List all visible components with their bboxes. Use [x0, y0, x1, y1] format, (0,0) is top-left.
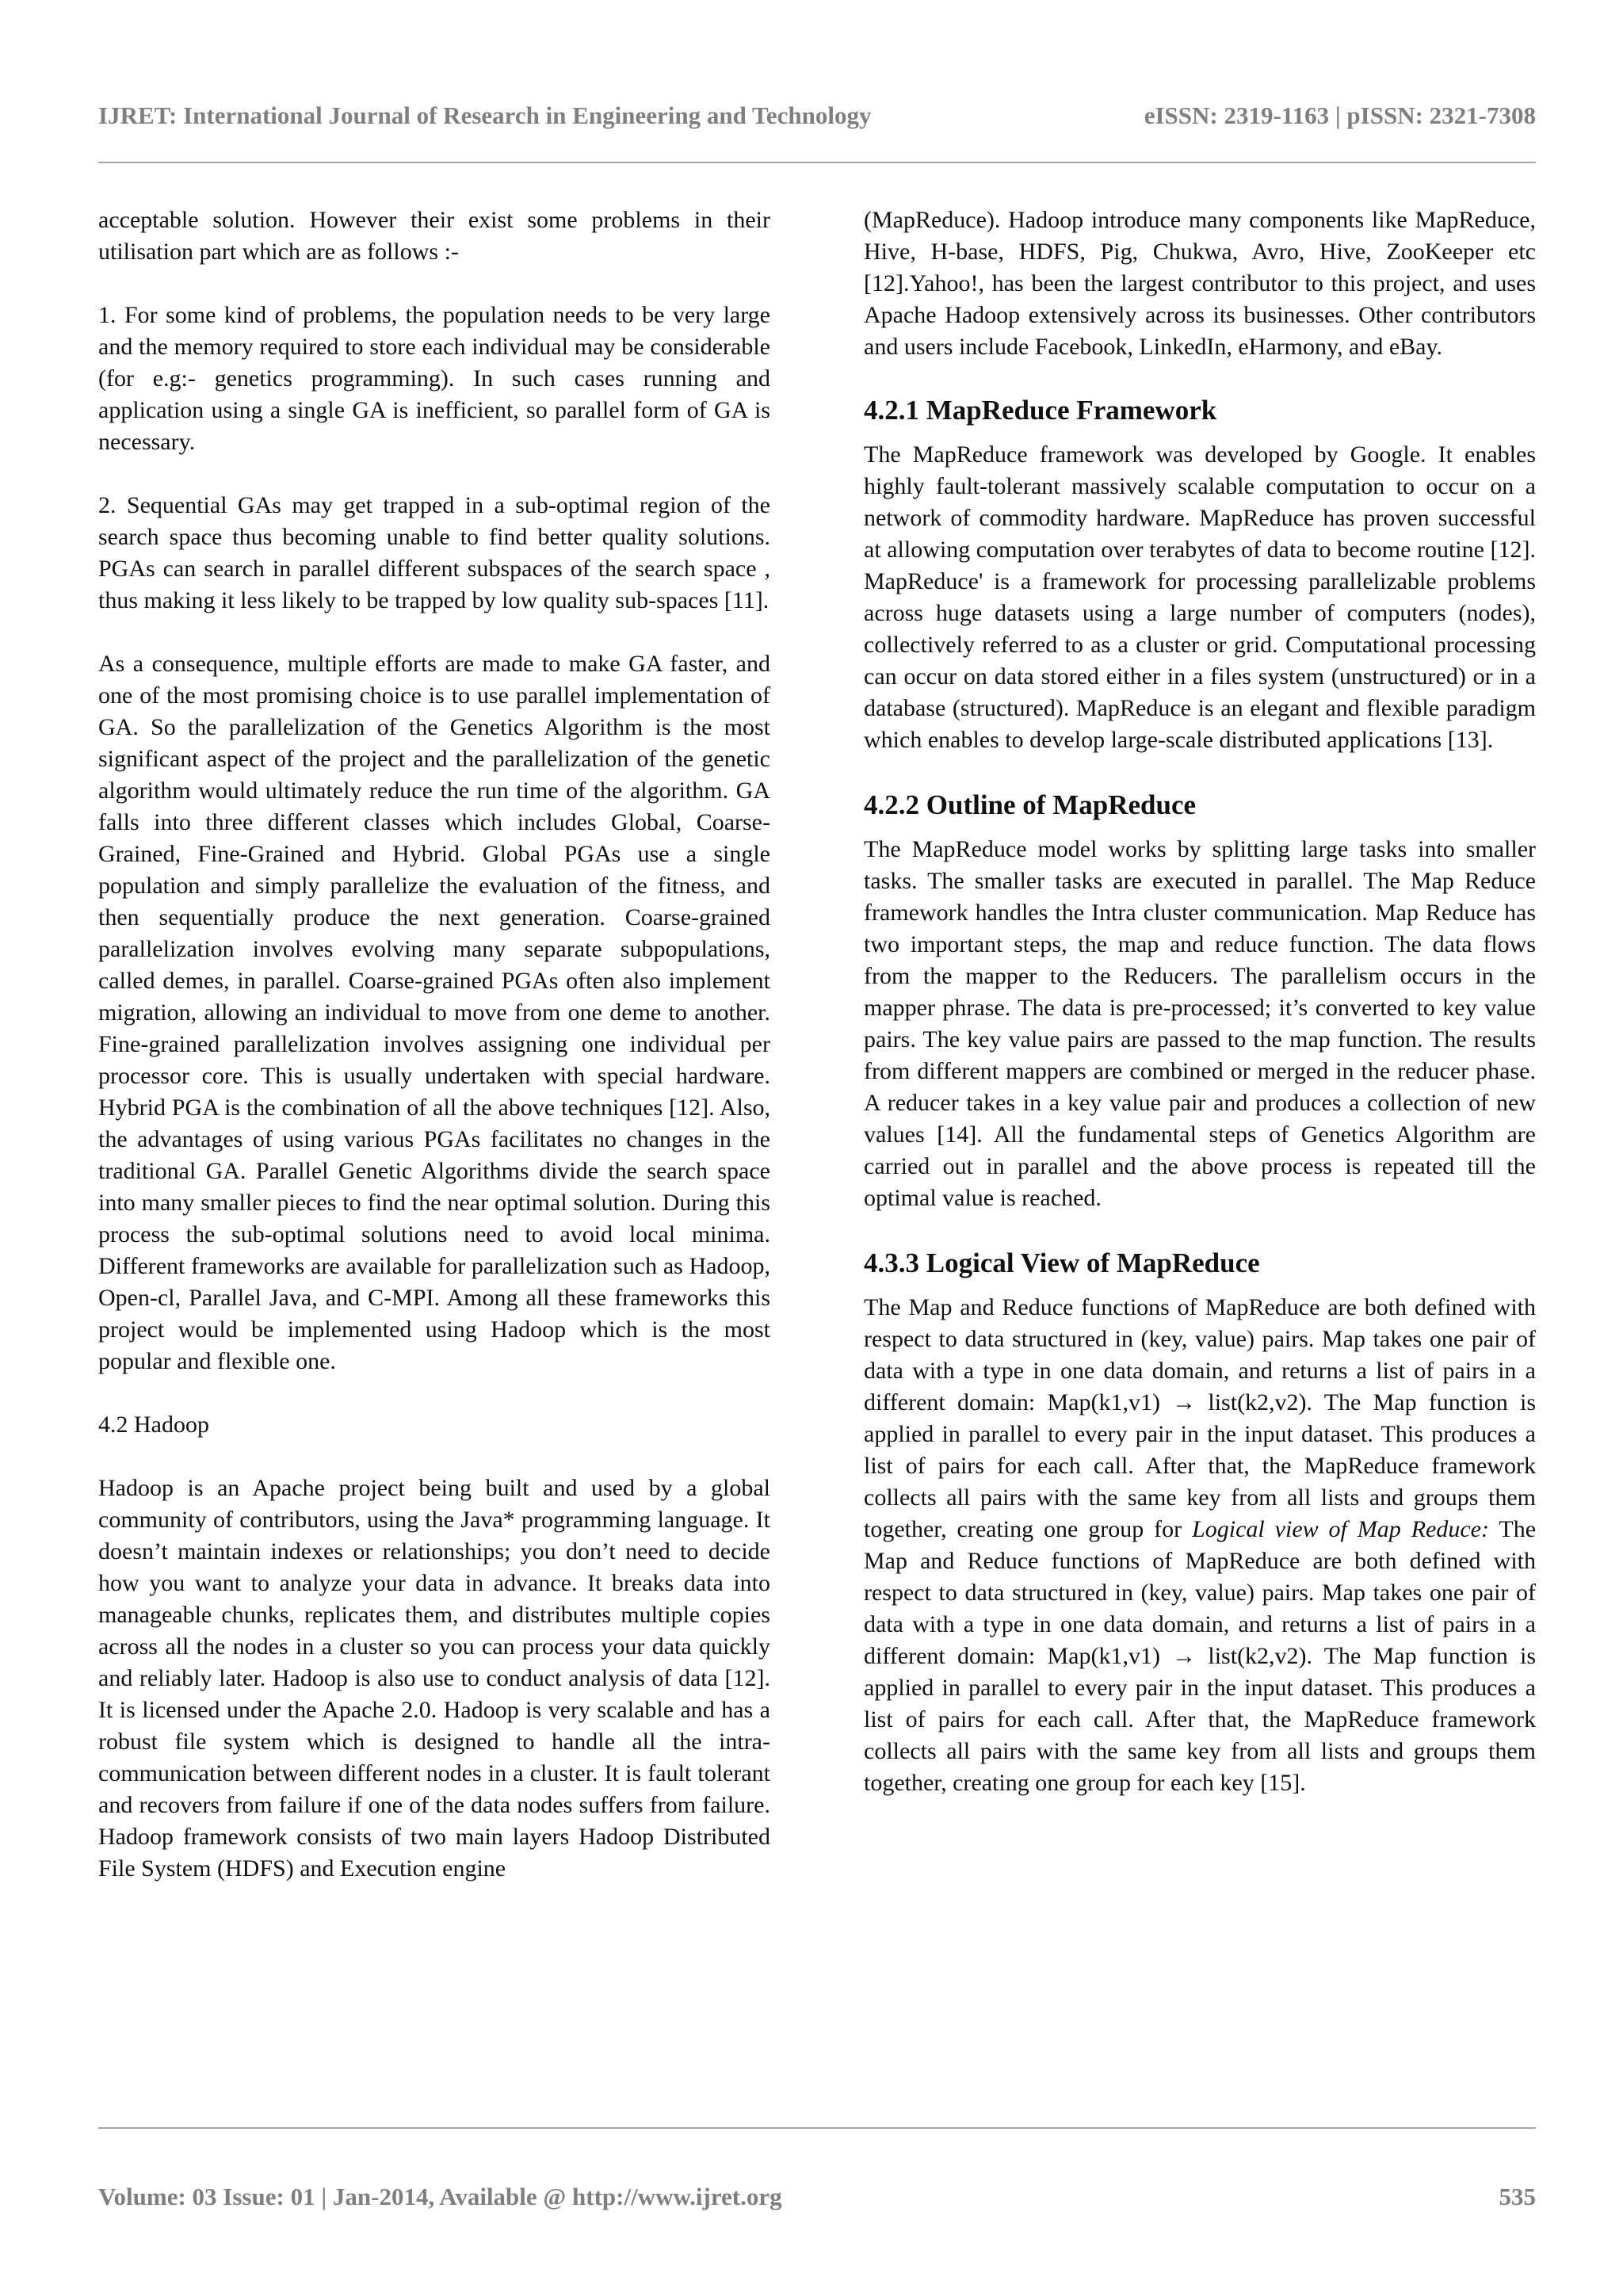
running-header [98, 100, 1536, 132]
journal-title: IJRET: International Journal of Research in Engineering and Technology [98, 101, 872, 129]
header-divider [98, 162, 1536, 163]
paragraph-problems-intro: acceptable solution. However their exist some problems in their utilisation part which are as follows :- [98, 207, 770, 265]
paragraph-hadoop-continued: (MapReduce). Hadoop introduce many components like MapReduce, Hive, H-base, HDFS, Pig, Chukwa, Avro, Hive, ZooKeeper etc [12].Yahoo!, has been the largest contributor to this project, and uses Apache Hadoop extensively across its businesses. Other contributors and users include Facebook, LinkedIn, eHarmony, and eBay. [864, 207, 1536, 360]
paragraph-outline-mapreduce: The MapReduce model works by splitting large tasks into smaller tasks. The smaller tasks are executed in parallel. The Map Reduce framework handles the Intra cluster communication. Map Reduce has two important steps, the map and reduce function. The data flows from the mapper to the Reducers. The parallelism occurs in the mapper phrase. The data is pre-processed; it’s converted to key value pairs. The key value pairs are passed to the map function. The results from different mappers are combined or merged in the reducer phase. A reducer takes in a key value pair and produces a collection of new values [14]. All the fundamental steps of Genetics Algorithm are carried out in parallel and the above process is repeated till the optimal value is reached. [864, 836, 1536, 1211]
section-heading-hadoop: 4.2 Hadoop [98, 1412, 209, 1438]
section-heading-mapreduce-framework: 4.2.1 MapReduce Framework [864, 395, 1217, 426]
paragraph-mapreduce-framework: The MapReduce framework was developed by Google. It enables highly fault-tolerant massively scalable computation to occur on a network of commodity hardware. MapReduce has proven successful at allowing computation over terabytes of data to become routine [12]. MapReduce' is a framework for processing parallelizable problems across huge datasets using a large number of computers (nodes), collectively referred to as a cluster or grid. Computational processing can occur on data stored either in a files system (unstructured) or in a database (structured). MapReduce is an elegant and flexible paradigm which enables to develop large-scale distributed applications [13]. [864, 441, 1536, 753]
paragraph-problem-1: 1. For some kind of problems, the population needs to be very large and the memory required to store each individual may be considerable (for e.g:- genetics programming). In such cases running and application using a single GA is inefficient, so parallel form of GA is necessary. [98, 302, 770, 455]
paragraph-problem-2: 2. Sequential GAs may get trapped in a sub-optimal region of the search space thus becoming unable to find better quality solutions. PGAs can search in parallel different subspaces of the search space , thus making it less likely to be trapped by low quality sub-spaces [11]. [98, 492, 770, 613]
paragraph-parallel-ga: As a consequence, multiple efforts are made to make GA faster, and one of the most promising choice is to use parallel implementation of GA. So the parallelization of the Genetics Algorithm is the most significant aspect of the project and the parallelization of the genetic algorithm would ultimately reduce the run time of the algorithm. GA falls into three different classes which includes Global, Coarse-Grained, Fine-Grained and Hybrid. Global PGAs use a single population and simply parallelize the evaluation of the fitness, and then sequentially produce the next generation. Coarse-grained parallelization involves evolving many separate subpopulations, called demes, in parallel. Coarse-grained PGAs often also implement migration, allowing an individual to move from one deme to another. Fine-grained parallelization involves assigning one individual per processor core. This is usually undertaken with special hardware. Hybrid PGA is the combination of all the above techniques [12]. Also, the advantages of using various PGAs facilitates no changes in the traditional GA. Parallel Genetic Algorithms divide the search space into many smaller pieces to find the near optimal solution. During this process the sub-optimal solutions need to avoid local minima. Different frameworks are available for parallelization such as Hadoop, Open-cl, Parallel Java, and C-MPI. Among all these frameworks this project would be implemented using Hadoop which is the most popular and flexible one. [98, 651, 770, 1374]
issn-info: eISSN: 2319-1163 | pISSN: 2321-7308 [1144, 101, 1536, 129]
footer-divider [98, 2127, 1536, 2129]
right-column [864, 204, 1536, 1799]
section-heading-logical-view: 4.3.3 Logical View of MapReduce [864, 1247, 1260, 1278]
logical-view-text-a: The Map and Reduce functions of MapReduce are both defined with respect to data structured in (key, value) pairs. Map takes one pair of data with a type in one data domain, and returns a list of pairs in a different domain: Map(k1,v1) → list(k2,v2). The Map function is applied in parallel to every pair in the input dataset. This produces a list of pairs for each call. After that, the MapReduce framework collects all pairs with the same key from all lists and groups them together, creating one group for [864, 1294, 1536, 1542]
volume-info: Volume: 03 Issue: 01 | Jan-2014, Available @ http://www.ijret.org [98, 2183, 782, 2210]
logical-view-italic: Logical view of Map Reduce: [1192, 1516, 1489, 1542]
section-heading-outline-mapreduce: 4.2.2 Outline of MapReduce [864, 789, 1197, 820]
paragraph-hadoop: Hadoop is an Apache project being built and used by a global community of contributors, using the Java* programming language. It doesn’t maintain indexes or relationships; you don’t need to decide how you want to analyze your data in advance. It breaks data into manageable chunks, replicates them, and distributes multiple copies across all the nodes in a cluster so you can process your data quickly and reliably later. Hadoop is also use to conduct analysis of data [12]. It is licensed under the Apache 2.0. Hadoop is very scalable and has a robust file system which is designed to handle all the intra-communication between different nodes in a cluster. It is fault tolerant and recovers from failure if one of the data nodes suffers from failure. Hadoop framework consists of two main layers Hadoop Distributed File System (HDFS) and Execution engine [98, 1475, 770, 1881]
paragraph-logical-view [864, 1292, 1536, 1799]
left-column [98, 204, 770, 1885]
logical-view-text-b: The Map and Reduce functions of MapReduce are both defined with respect to data structured in (key, value) pairs. Map takes one pair of data with a type in one data domain, and returns a list of pairs in a different domain: Map(k1,v1) → list(k2,v2). The Map function is applied in parallel to every pair in the input dataset. This produces a list of pairs for each call. After that, the MapReduce framework collects all pairs with the same key from all lists and groups them together, creating one group for each key [15]. [864, 1516, 1537, 1796]
page-number: 535 [1499, 2183, 1536, 2210]
running-footer [98, 2181, 1536, 2213]
